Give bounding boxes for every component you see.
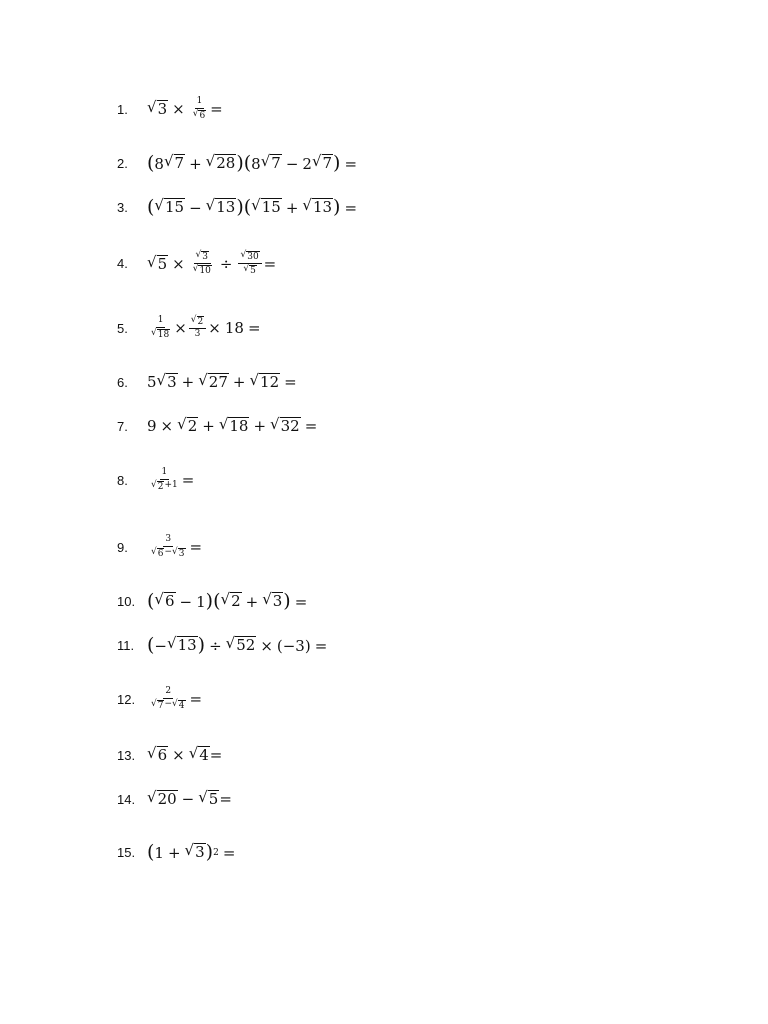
problem-expression: √ 3 × 1 √ 6 =	[147, 96, 223, 121]
problem-3	[117, 198, 361, 217]
problem-9	[117, 535, 202, 559]
problem-expression: 9 × √ 2 + √ 18 + √ 32 =	[147, 415, 318, 436]
problem-number: 12.	[117, 691, 136, 707]
problem-expression: ( 8 √ 7 + √ 28 ) ( 8 √ 7 − 2 √ 7 ) =	[147, 152, 358, 174]
problem-1	[117, 97, 223, 121]
problem-number: 2.	[117, 156, 128, 171]
problem-number: 11.	[117, 638, 135, 653]
problem-number: 10.	[117, 594, 136, 609]
problem-15	[117, 843, 239, 862]
problem-number: 13.	[117, 747, 136, 763]
problem-2	[117, 154, 361, 173]
problem-12	[117, 687, 202, 711]
problem-expression: √ 20 − √ 5 =	[147, 788, 232, 809]
problem-number: 9.	[117, 539, 128, 555]
problem-expression: √ 6 × √ 4 =	[147, 744, 223, 765]
problem-14	[117, 790, 232, 808]
problem-number: 3.	[117, 200, 128, 215]
problem-expression: ( √ 6 − 1 ) ( √ 2 + √ 3 ) =	[147, 590, 308, 612]
problem-13	[117, 746, 222, 764]
problem-4	[117, 251, 276, 277]
problem-11	[117, 636, 331, 655]
problem-number: 7.	[117, 418, 128, 434]
problem-6	[117, 373, 301, 391]
problem-expression: 1 √ 2 +1 =	[151, 467, 195, 492]
problem-number: 1.	[117, 101, 128, 117]
problem-10	[117, 592, 311, 611]
problem-7	[117, 417, 321, 435]
problem-expression: ( 1 + √ 3 ) 2 =	[147, 841, 236, 863]
problem-expression: √ 5 × √ 3 √ 10 ÷ √ 30 √ 5 =	[147, 250, 277, 277]
problem-expression: 5 √ 3 + √ 27 + √ 12 =	[147, 371, 297, 392]
problem-number: 15.	[117, 845, 136, 860]
problem-5	[117, 316, 261, 340]
problem-expression: 3 √ 6 − √ 3 =	[151, 534, 203, 559]
problem-expression: ( − √ 13 ) ÷ √ 52 × (−3) =	[147, 634, 328, 656]
problem-8	[117, 468, 194, 492]
problem-number: 8.	[117, 472, 128, 488]
problem-number: 14.	[117, 791, 136, 807]
problem-number: 6.	[117, 374, 128, 390]
problem-number: 5.	[117, 320, 128, 336]
problem-expression: 2 √ 7 − √ 4 =	[151, 686, 203, 711]
problem-expression: 1 √ 18 × √ 2 3 × 18 =	[151, 315, 261, 340]
problem-number: 4.	[117, 256, 128, 272]
problem-expression: ( √ 15 − √ 13 ) ( √ 15 + √ 13 ) =	[147, 196, 358, 218]
